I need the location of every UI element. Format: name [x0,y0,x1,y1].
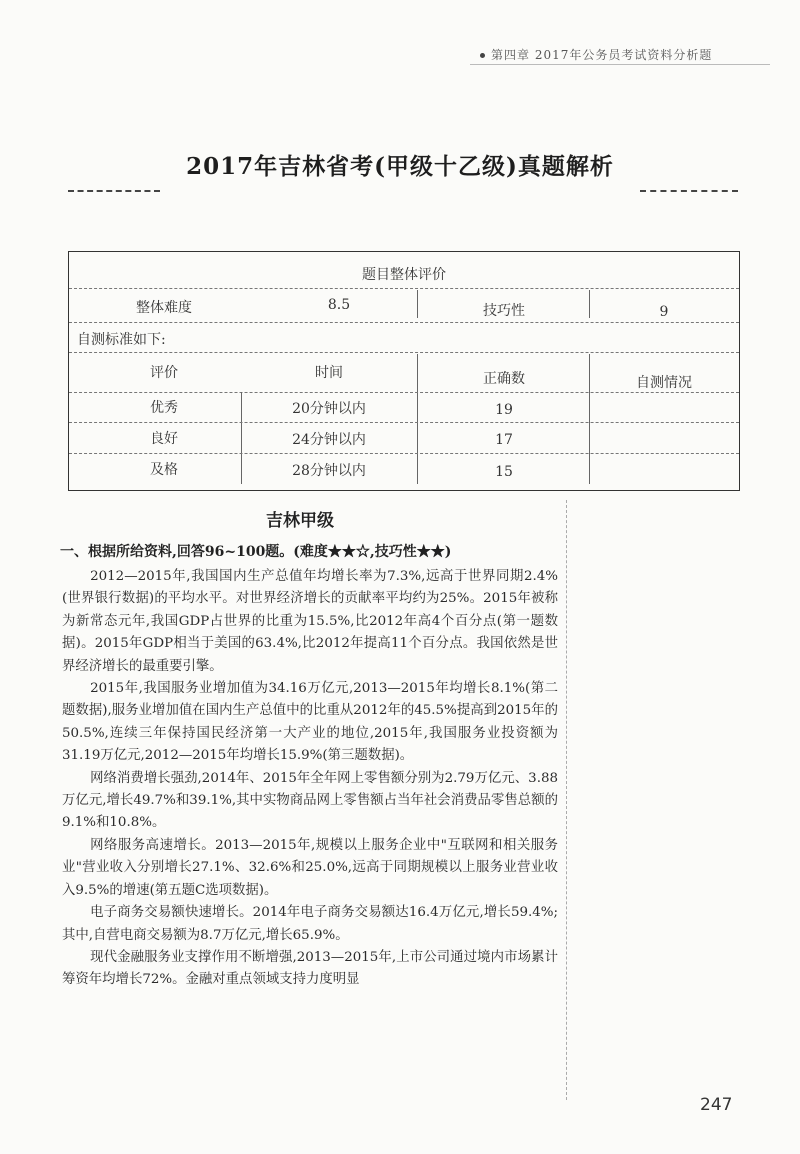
running-header-text: 第四章 2017年公务员考试资料分析题 [491,48,713,62]
margin-rule [566,500,567,1100]
header-correct: 正确数 [483,371,525,387]
paragraph: 网络消费增长强劲,2014年、2015年全年网上零售额分别为2.79万亿元、3.88万亿元,增长49.7%和39.1%,其中实物商品网上零售额占当年社会消费品零售总额的9.1%和10.8%。 [62,770,558,831]
table-divider [417,354,418,484]
table-divider [69,392,739,393]
row-correct: 17 [495,432,513,448]
standard-label: 自测标准如下: [77,332,166,348]
header-time: 时间 [315,365,343,381]
paragraph: 现代金融服务业支撑作用不断增强,2013—2015年,上市公司通过境内市场累计筹资年均增长72%。金融对重点领域支持力度明显 [62,949,558,988]
row-grade: 良好 [150,431,178,447]
table-divider [589,354,590,484]
table-divider [69,352,739,353]
title-dash-right [640,190,738,192]
difficulty-label: 整体难度 [136,300,192,316]
title-dash-left [68,190,160,192]
table-divider [241,392,242,484]
table-divider [69,322,739,323]
evaluation-caption: 题目整体评价 [362,267,446,283]
difficulty-value: 8.5 [327,297,351,313]
table-divider [69,422,739,423]
skill-label: 技巧性 [483,303,525,319]
paragraph: 网络服务高速增长。2013—2015年,规模以上服务企业中"互联网和相关服务业"营业收入分别增长27.1%、32.6%和25.0%,远高于同期规模以上服务业营业收入9.5%的增速(第五题C选项数据)。 [62,837,558,898]
section-title: 吉林甲级 [266,511,334,531]
bullet-icon [480,53,485,58]
paragraph: 2012—2015年,我国国内生产总值年均增长率为7.3%,远高于世界同期2.4%(世界银行数据)的平均水平。对世界经济增长的贡献率平均约为25%。2015年被称为新常态元年,我国GDP占世界的比重为15.5%,比2012年高4个百分点(第一题数据)。2015年GDP相当于美国的63.4%,比2012年提高11个百分点。我国依然是世界经济增长的最重要引擎。 [62,569,558,674]
row-correct: 15 [495,464,513,480]
header-rule [470,64,770,65]
question-heading: 一、根据所给资料,回答96~100题。(难度★★☆,技巧性★★) [60,544,452,560]
body-text [62,566,558,992]
header-self-check: 自测情况 [636,375,692,391]
header-grade: 评价 [150,365,178,381]
row-time: 24分钟以内 [292,432,366,448]
row-time: 20分钟以内 [292,401,366,417]
table-divider [417,290,418,318]
row-time: 28分钟以内 [292,463,366,479]
row-grade: 及格 [150,462,178,478]
running-header [480,46,760,63]
skill-value: 9 [659,304,669,320]
table-divider [69,288,739,289]
paragraph: 电子商务交易额快速增长。2014年电子商务交易额达16.4万亿元,增长59.4%;其中,自营电商交易额为8.7万亿元,增长65.9%。 [62,905,558,943]
table-divider [589,290,590,318]
page-number: 247 [700,1095,733,1115]
paragraph: 2015年,我国服务业增加值为34.16万亿元,2013—2015年均增长8.1%(第二题数据),服务业增加值在国内生产总值中的比重从2012年的45.5%提高到2015年的50.5%,连续三年保持国民经济第一大产业的地位,2015年,我国服务业投资额为31.19万亿元,2012—2015年均增长15.9%(第三题数据)。 [62,681,558,764]
row-correct: 19 [495,402,513,418]
table-divider [69,453,739,454]
evaluation-table [68,251,740,491]
page-title: 2017年吉林省考(甲级十乙级)真题解析 [186,153,614,180]
row-grade: 优秀 [150,400,178,416]
